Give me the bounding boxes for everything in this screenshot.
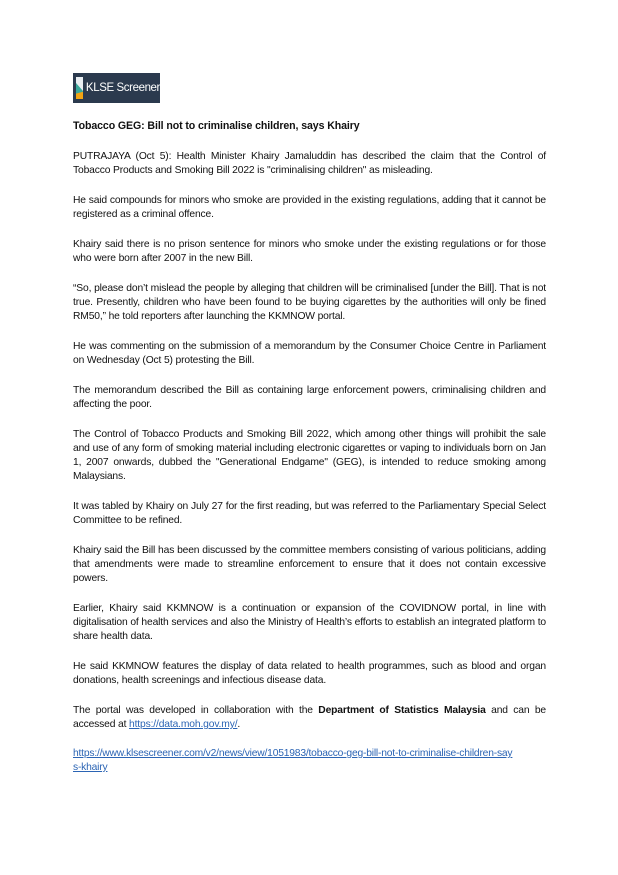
moh-data-link[interactable]: https://data.moh.gov.my/ bbox=[129, 719, 238, 730]
article-paragraph: Khairy said there is no prison sentence for minors who smoke under the existing regulations or for those who were born after 2007 in the new Bill. bbox=[73, 239, 546, 264]
dosm-bold-text: Department of Statistics Malaysia bbox=[318, 705, 486, 716]
article-paragraph: The Control of Tobacco Products and Smoking Bill 2022, which among other things will prohibit the sale and use of any form of smoking material including electronic cigarettes or vaping to individuals born on Jan 1, 2007 onwards, dubbed the "Generational Endgame" (GEG), is intended to reduce smoking among Malaysians. bbox=[73, 429, 546, 482]
klse-screener-logo bbox=[73, 73, 160, 103]
mountain-logo-icon bbox=[76, 77, 83, 99]
article-paragraph: He was commenting on the submission of a memorandum by the Consumer Choice Centre in Parliament on Wednesday (Oct 5) protesting the Bill. bbox=[73, 341, 546, 366]
article-title: Tobacco GEG: Bill not to criminalise children, says Khairy bbox=[73, 120, 360, 132]
text-span: . bbox=[237, 719, 241, 730]
article-paragraph: It was tabled by Khairy on July 27 for the first reading, but was referred to the Parliamentary Special Select Committee to be refined. bbox=[73, 501, 546, 526]
source-url-link[interactable]: https://www.klsescreener.com/v2/news/view/1051983/tobacco-geg-bill-not-to-criminalise-children-says-khairy bbox=[73, 748, 513, 773]
article-paragraph-portal bbox=[73, 704, 546, 732]
source-link-container bbox=[73, 747, 513, 775]
article-paragraph: He said KKMNOW features the display of data related to health programmes, such as blood and organ donations, health screenings and infectious disease data. bbox=[73, 661, 546, 686]
article-paragraph: “So, please don’t mislead the people by alleging that children will be criminalised [under the Bill]. That is not true. Presently, children who have been found to be buying cigarettes by the authorities will only be fined RM50,” he told reporters after launching the KKMNOW portal. bbox=[73, 283, 546, 322]
logo-text: KLSE Screener bbox=[85, 82, 160, 94]
article-paragraph: Khairy said the Bill has been discussed by the committee members consisting of various politicians, adding that amendments were made to streamline enforcement to ensure that it does not contain excessive powers. bbox=[73, 545, 546, 584]
article-paragraph: The memorandum described the Bill as containing large enforcement powers, criminalising children and affecting the poor. bbox=[73, 385, 546, 410]
text-span: The portal was developed in collaboration with the bbox=[73, 705, 319, 716]
article-paragraph: Earlier, Khairy said KKMNOW is a continuation or expansion of the COVIDNOW portal, in line with digitalisation of health services and also the Ministry of Health’s efforts to establish an integrated platform to share health data. bbox=[73, 603, 546, 642]
article-paragraph: He said compounds for minors who smoke are provided in the existing regulations, adding that it cannot be registered as a criminal offence. bbox=[73, 195, 546, 220]
text-span: and can be accessed at bbox=[73, 705, 546, 730]
document-page bbox=[73, 73, 546, 775]
article-paragraph: PUTRAJAYA (Oct 5): Health Minister Khairy Jamaluddin has described the claim that the Control of Tobacco Products and Smoking Bill 2022 is "criminalising children" as misleading. bbox=[73, 151, 546, 176]
